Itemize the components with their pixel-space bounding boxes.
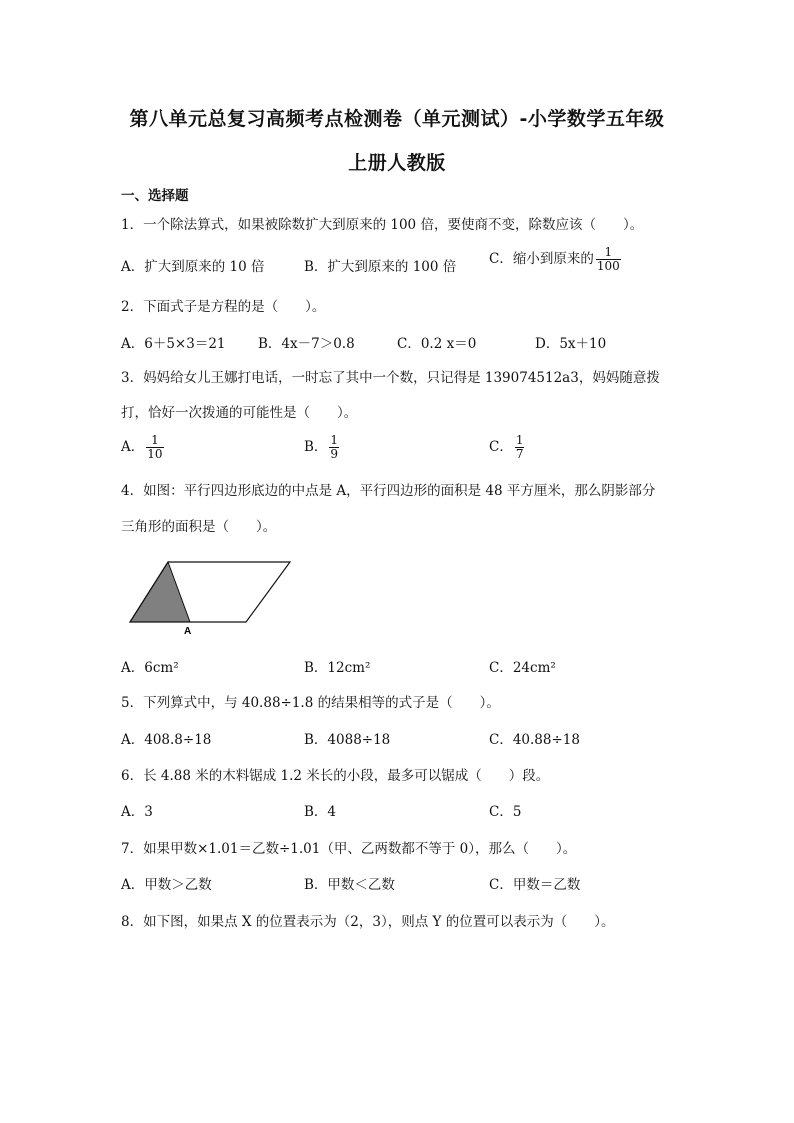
q4-option-c: C．24cm²	[489, 660, 556, 676]
q7-option-a: A．甲数＞乙数	[121, 877, 212, 893]
q1-option-c-label: C．缩小到原来的	[489, 251, 594, 267]
question-4-line2: 三角形的面积是（ ）。	[121, 519, 277, 535]
question-3-line2: 打，恰好一次拨通的可能性是（ ）。	[121, 405, 358, 421]
q2-option-d: D．5x＋10	[535, 336, 607, 352]
question-8: 8．如下图，如果点 X 的位置表示为（2，3），则点 Y 的位置可以表示为（ ）。	[121, 914, 615, 930]
q3-option-c-fraction	[515, 434, 525, 461]
q3-option-b	[304, 434, 339, 461]
fraction-numerator: 1	[146, 434, 163, 448]
q5-option-c: C．40.88÷18	[489, 732, 580, 748]
point-a-label: A	[184, 626, 192, 637]
question-2: 2．下面式子是方程的是（ ）。	[121, 299, 326, 315]
fraction-denominator: 100	[596, 259, 620, 273]
fraction-denominator: 9	[330, 447, 339, 461]
question-5: 5．下列算式中，与 40.88÷1.8 的结果相等的式子是（ ）。	[121, 695, 500, 711]
q4-option-a: A．6cm²	[121, 660, 179, 676]
q2-option-a: A．6＋5×3＝21	[121, 336, 226, 352]
q3-option-c	[489, 434, 524, 461]
q6-option-a: A．3	[121, 804, 153, 820]
question-4-line1: 4．如图：平行四边形底边的中点是 A，平行四边形的面积是 48 平方厘米，那么阴影部分	[121, 483, 656, 499]
parallelogram-figure	[128, 560, 298, 640]
q1-option-a: A．扩大到原来的 10 倍	[121, 259, 265, 275]
q1-option-b: B．扩大到原来的 100 倍	[304, 259, 457, 275]
q3-option-a-label: A．	[121, 439, 145, 455]
q3-option-b-label: B．	[304, 439, 328, 455]
q6-option-c: C．5	[489, 804, 522, 820]
fraction-denominator: 10	[147, 447, 163, 461]
q1-option-c-fraction	[596, 246, 621, 273]
q6-option-b: B．4	[304, 804, 337, 820]
section-heading: 一、选择题	[121, 188, 189, 204]
q1-option-c	[489, 246, 621, 273]
q2-option-c: C．0.2 x＝0	[397, 336, 477, 352]
fraction-numerator: 1	[596, 246, 621, 260]
question-3-line1: 3．妈妈给女儿王娜打电话，一时忘了其中一个数，只记得是 139074512a3，妈妈随意拨	[121, 370, 660, 386]
q3-option-a-fraction	[146, 434, 163, 461]
fraction-denominator: 7	[515, 447, 524, 461]
q5-option-b: B．4088÷18	[304, 732, 391, 748]
fraction-numerator: 1	[330, 433, 339, 447]
q3-option-b-fraction	[329, 434, 339, 461]
fraction-numerator: 1	[515, 433, 524, 447]
shaded-triangle	[130, 562, 190, 622]
q5-option-a: A．408.8÷18	[121, 732, 212, 748]
question-1: 1．一个除法算式，如果被除数扩大到原来的 100 倍，要使商不变，除数应该（ ）。	[121, 217, 644, 233]
page-title-line2: 上册人教版	[348, 152, 446, 174]
q2-option-b: B．4x－7＞0.8	[258, 336, 355, 352]
question-6: 6．长 4.88 米的木料锯成 1.2 米长的小段，最多可以锯成（ ）段。	[121, 768, 550, 784]
q3-option-a	[121, 434, 164, 461]
q3-option-c-label: C．	[489, 439, 513, 455]
page-title-line1: 第八单元总复习高频考点检测卷（单元测试）-小学数学五年级	[129, 108, 665, 130]
question-7: 7．如果甲数×1.01＝乙数÷1.01（甲、乙两数都不等于 0），那么（ ）。	[121, 841, 577, 857]
q7-option-b: B．甲数＜乙数	[304, 877, 395, 893]
q4-option-b: B．12cm²	[304, 660, 371, 676]
q7-option-c: C．甲数＝乙数	[489, 877, 581, 893]
